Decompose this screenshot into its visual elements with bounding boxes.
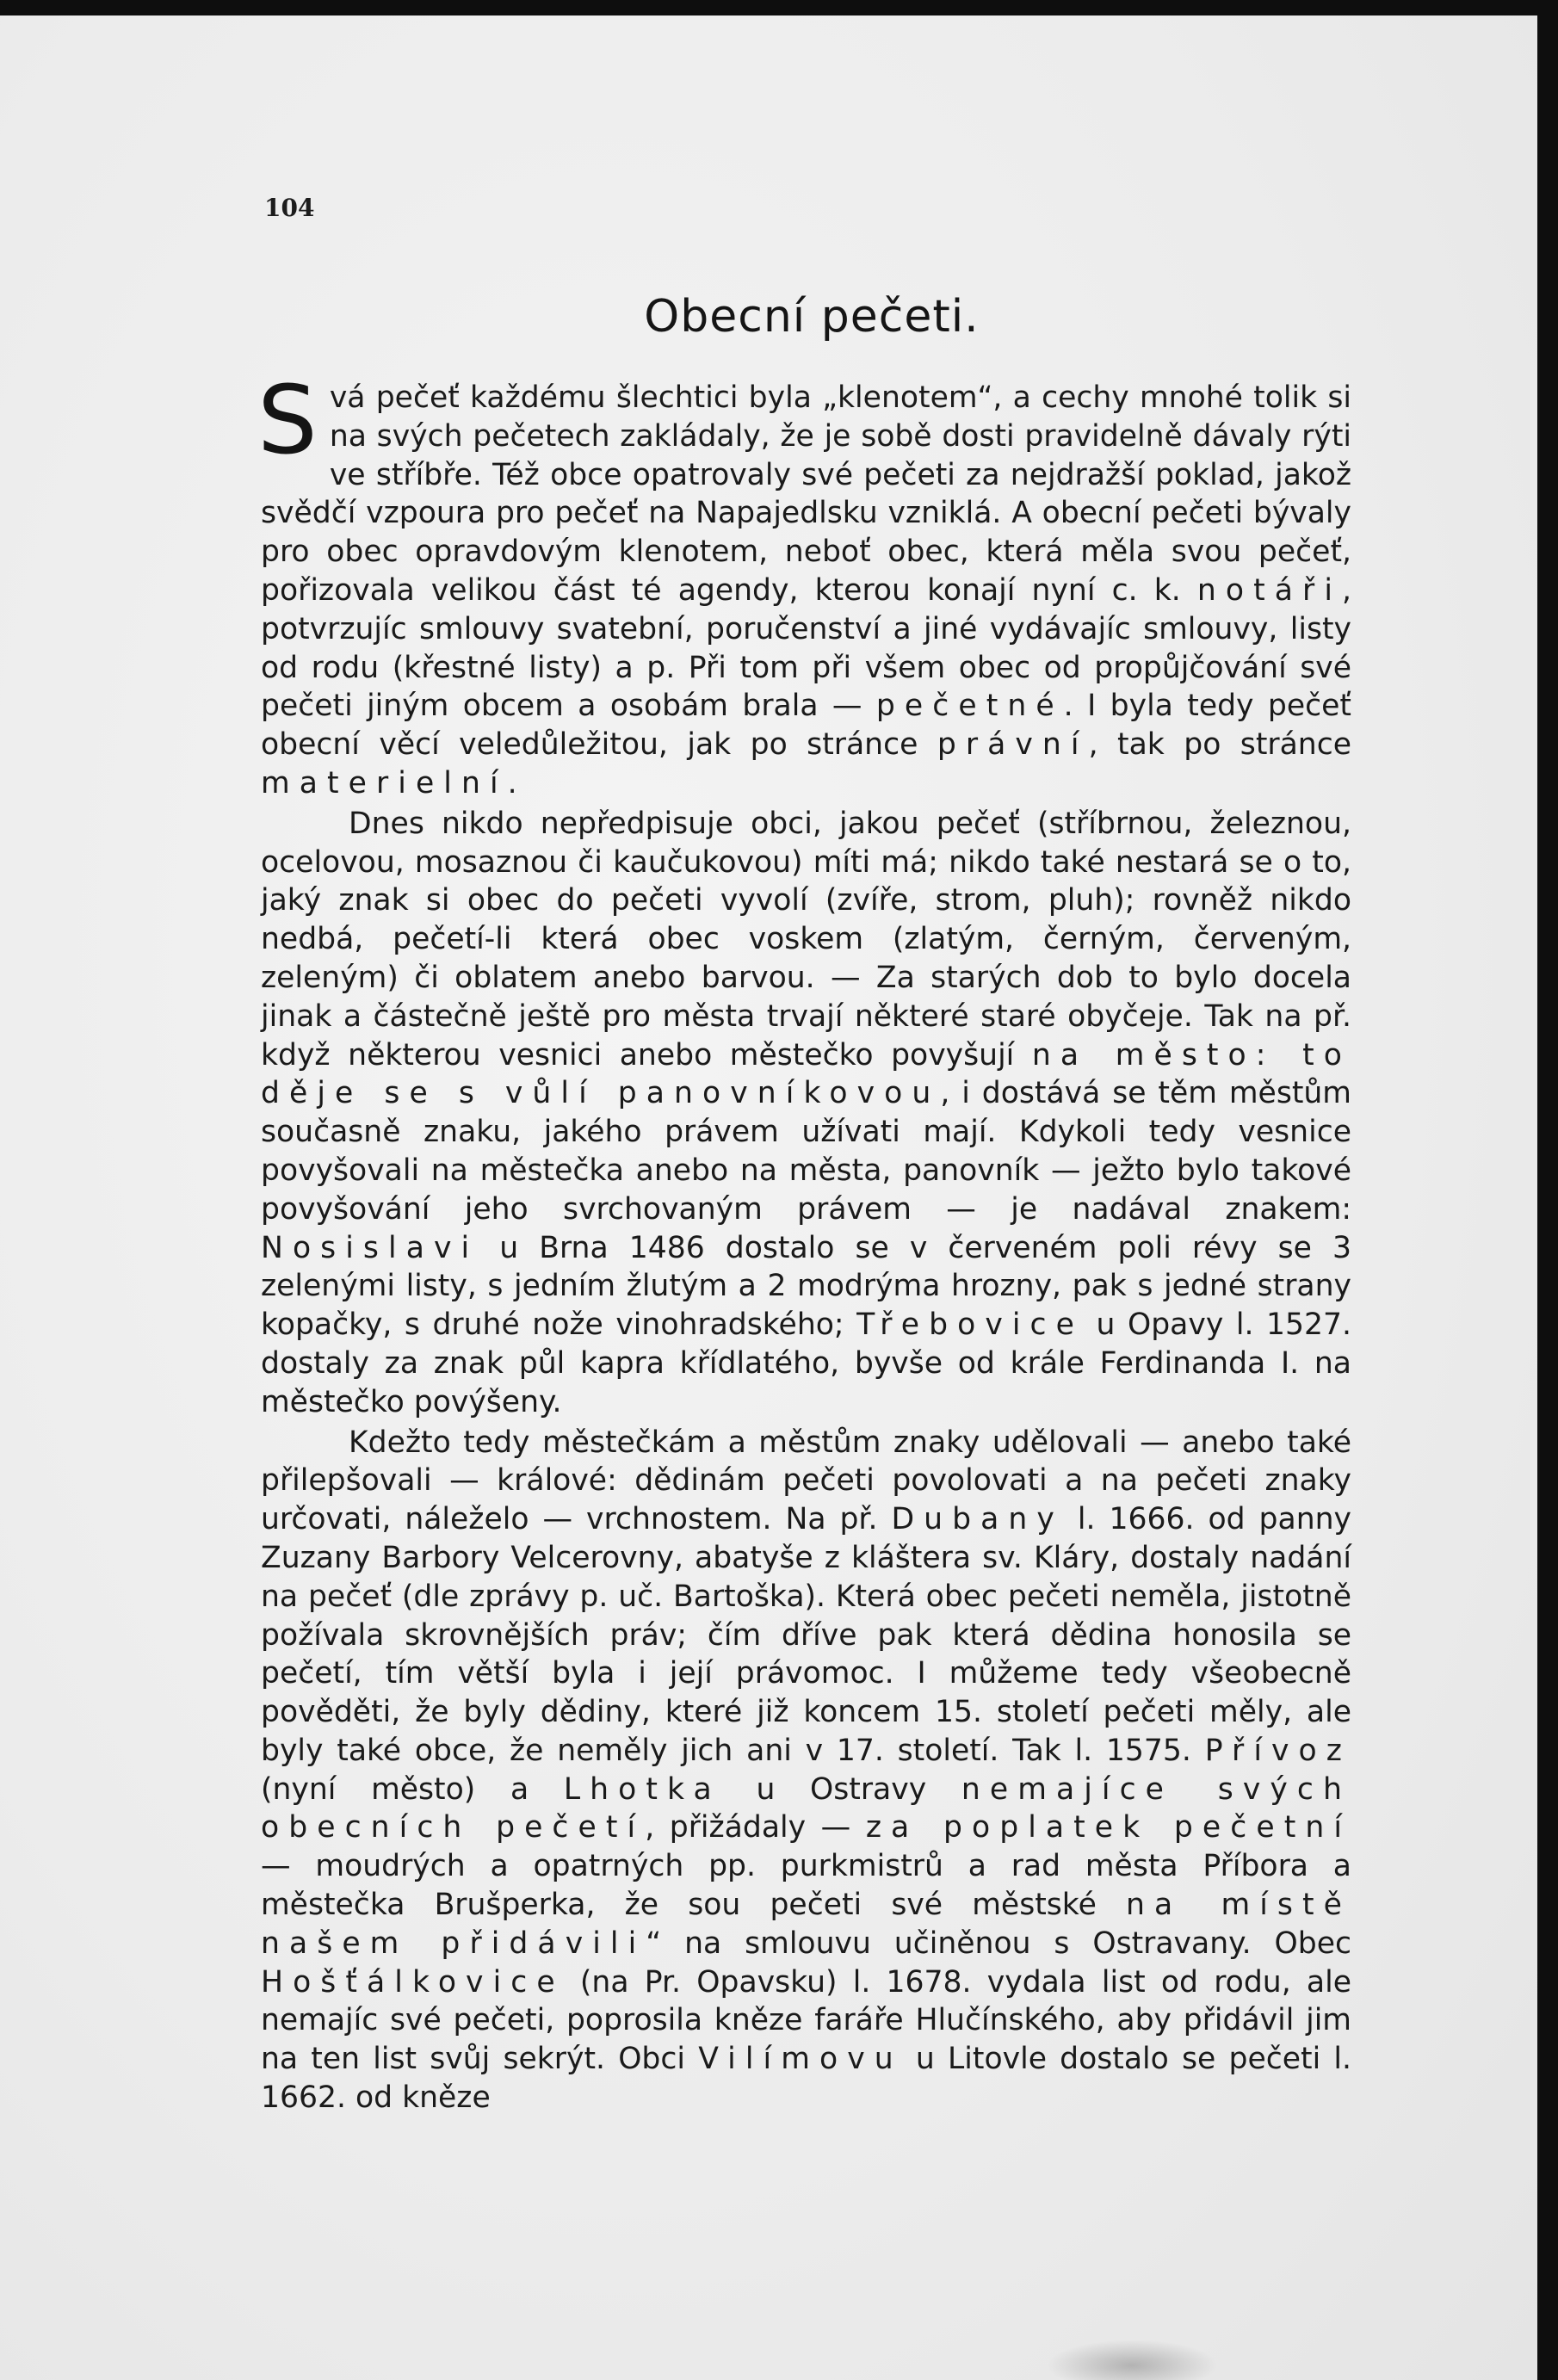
book-page	[0, 15, 1537, 2380]
spaced-term: Třebovice	[856, 1307, 1084, 1343]
text-segment: . I byla tedy pečeť obecní věcí veledůležitou, jak po stránce	[261, 689, 1351, 763]
paragraph-1	[257, 365, 1351, 803]
spaced-term: Nosislavi	[261, 1230, 479, 1265]
text-segment: .	[507, 765, 517, 801]
spaced-term: právní	[937, 727, 1089, 763]
text-segment: u Ostravy	[720, 1771, 961, 1807]
spaced-term: nemajíce svých obecních pečetí	[261, 1771, 1351, 1845]
spaced-term: Vilímovu	[698, 2042, 903, 2077]
spaced-term: na místě našem přidávili	[261, 1888, 1351, 1961]
drop-cap: S	[257, 365, 318, 475]
text-segment: , přižádaly —	[645, 1810, 866, 1845]
text-segment: “ na smlouvu učiněnou s Ostravany. Obec	[646, 1926, 1352, 1961]
text-segment: , tak po stránce	[1088, 727, 1351, 763]
spaced-term: Hošťálkovice	[261, 1964, 565, 2000]
text-segment: u Litovle dostalo se pečeti l. 1662. od kněze	[261, 2042, 1351, 2116]
text-segment: l. 1666. od panny Zuzany Barbory Velcerovny, abatyše z kláštera sv. Kláry, dostaly nadání na pečeť (dle zprávy p. uč. Bartoška). Která obec pečeti neměla, jistotně požívala skrovnějších práv; čím dříve pak která dědina honosila se pečetí, tím větší byla i její právomoc. I můžeme tedy všeobecně pověděti, že byly dědiny, které již koncem 15. století pečeti měly, ale byly také obce, že neměly jich ani v 17. století. Tak l. 1575.	[261, 1502, 1351, 1768]
article-body	[257, 365, 1352, 2117]
spaced-term: notáři	[1196, 572, 1342, 608]
scan-shadow	[1046, 2340, 1218, 2380]
text-segment: Kdežto tedy městečkám a městům znaky udělovali — anebo také přilepšovali — králové: dědinám pečeti povolovati a na pečeti znaky určovati, náleželo — vrchnostem. Na př.	[261, 1425, 1351, 1537]
text-segment: u Brna 1486 dostalo se v červeném poli révy se 3 zelenými listy, s jedním žlutým a 2 modrýma hrozny, pak s jedné strany kopačky, s druhé nože vinohradského;	[261, 1230, 1351, 1343]
text-segment: (na Pr. Opavsku) l. 1678. vydala list od rodu, ale nemajíc své pečeti, poprosila kněze faráře Hlučínského, aby přidávil jim na ten list svůj sekrýt. Obci	[261, 1964, 1351, 2077]
page-title: Obecní pečeti.	[644, 291, 980, 343]
paragraph-3	[261, 1424, 1351, 2117]
page-number: 104	[264, 194, 315, 222]
spaced-term: za poplatek pečetní	[865, 1810, 1351, 1845]
spaced-term: pečetné	[875, 689, 1064, 724]
text-segment: vá pečeť každému šlechtici byla „klenotem“, a cechy mnohé tolik si na svých pečetech zakládaly, že je sobě dosti pravidelně dávaly rýti ve stříbře. Též obce opatrovaly své pečeti za nejdražší poklad, jakož svědčí vzpoura pro pečeť na Napajedlsku vzniklá. A obecní pečeti bývaly pro obec opravdovým klenotem, neboť obec, která měla svou pečeť, pořizovala velikou část té agendy, kterou konají nyní c. k.	[261, 380, 1351, 608]
spaced-term: Přívoz	[1204, 1733, 1351, 1768]
paragraph-2	[261, 805, 1351, 1422]
text-segment: u Opavy l. 1527. dostaly za znak půl kapra křídlatého, byvše od krále Ferdinanda I. na městečko povýšeny.	[261, 1307, 1351, 1419]
spaced-term: na město: to děje se s vůlí panovníkovou	[261, 1037, 1352, 1111]
text-segment: Dnes nikdo nepředpisuje obci, jakou pečeť (stříbrnou, železnou, ocelovou, mosaznou či kaučukovou) míti má; nikdo také nestará se o to, jaký znak si obec do pečeti vyvolí (zvíře, strom, pluh); rovněž nikdo nedbá, pečetí-li která obec voskem (zlatým, černým, červeným, zeleným) či oblatem anebo barvou. — Za starých dob to bylo docela jinak a částečně ještě pro města trvají některé staré obyčeje. Tak na př. když některou vesnici anebo městečko povyšují	[261, 806, 1351, 1073]
text-segment: (nyní město) a	[261, 1771, 564, 1807]
spaced-term: Lhotka	[563, 1771, 721, 1807]
text-segment: , i dostává se těm městům současně znaku, jakého právem užívati mají. Kdykoli tedy vesnice povyšovali na městečka anebo na města, panovník — ježto bylo takové povyšování jeho svrchovaným právem — je nadával znakem:	[261, 1076, 1351, 1227]
spaced-term: materielní	[261, 765, 508, 801]
text-segment: — moudrých a opatrných pp. purkmistrů a rad města Příbora a městečka Brušperka, že sou pečeti své městské	[261, 1849, 1351, 1923]
text-segment: , potvrzujíc smlouvy svatební, poručenství a jiné vydávajíc smlouvy, listy od rodu (křestné listy) a p. Při tom při všem obec od propůjčování své pečeti jiným obcem a osobám brala —	[261, 572, 1351, 724]
spaced-term: Dubany	[891, 1502, 1064, 1537]
